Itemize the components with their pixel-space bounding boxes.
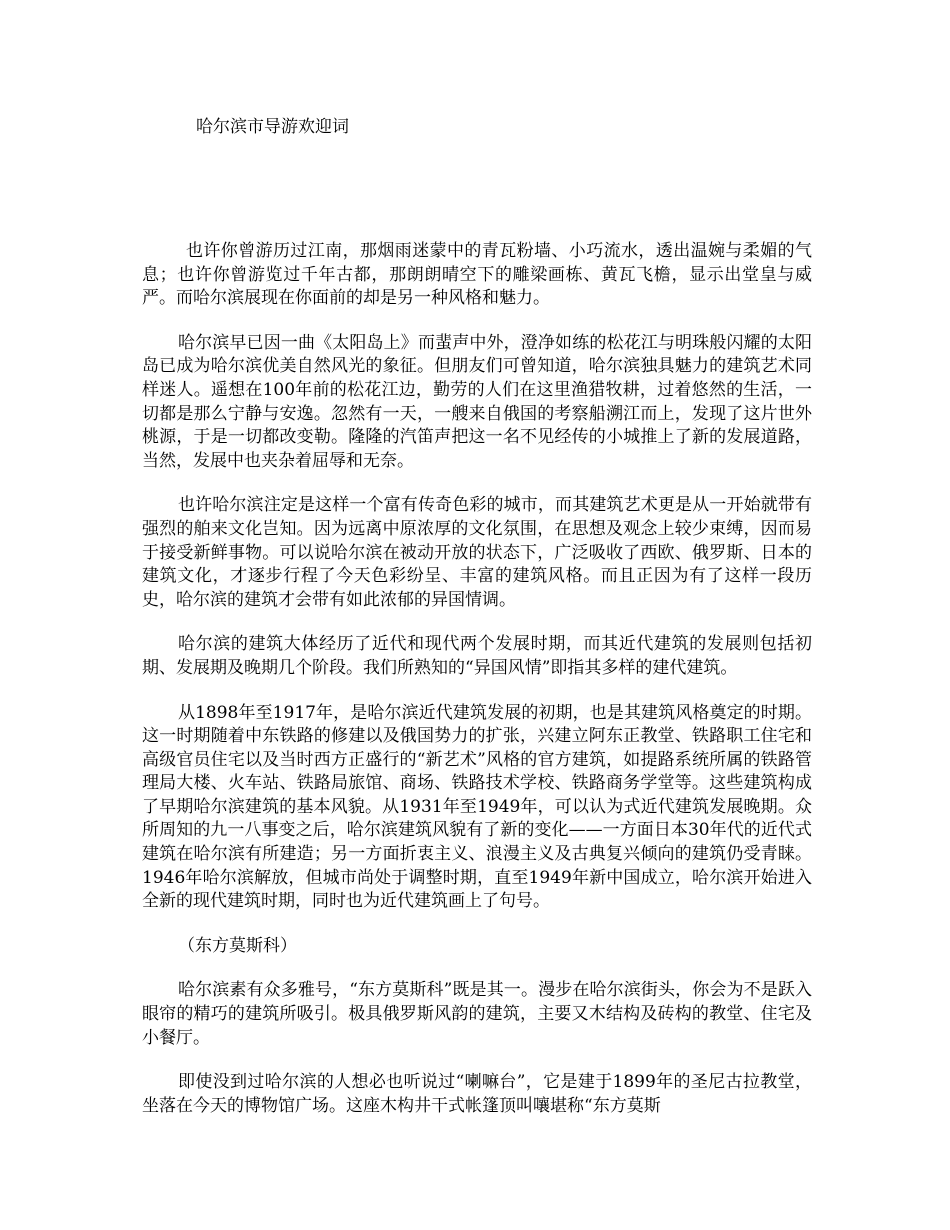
document-title: 哈尔滨市导游欢迎词 (196, 117, 349, 137)
document-body (142, 240, 812, 1139)
paragraph: 也许哈尔滨注定是这样一个富有传奇色彩的城市，而其建筑艺术更是从一开始就带有强烈的舶来文化岂知。因为远离中原浓厚的文化氛围，在思想及观念上较少束缚，因而易于接受新鲜事物。可以说哈尔滨在被动开放的状态下，广泛吸收了西欧、俄罗斯、日本的建筑文化，才逐步行程了今天色彩纷呈、丰富的建筑风格。而且正因为有了这样一段历史，哈尔滨的建筑才会带有如此浓郁的异国情调。 (142, 495, 812, 610)
paragraph: 即使没到过哈尔滨的人想必也听说过“喇嘛台”，它是建于1899年的圣尼古拉教堂，坐落在今天的博物馆广场。这座木构井干式帐篷顶叫嚷堪称“东方莫斯 (142, 1072, 812, 1116)
paragraph: 哈尔滨素有众多雅号，“东方莫斯科”既是其一。漫步在哈尔滨街头，你会为不是跃入眼帘的精巧的建筑所吸引。极具俄罗斯风韵的建筑，主要又木结构及砖构的教堂、住宅及小餐厅。 (142, 980, 812, 1048)
paragraph: 从1898年至1917年，是哈尔滨近代建筑发展的初期，也是其建筑风格奠定的时期。这一时期随着中东铁路的修建以及俄国势力的扩张，兴建立阿东正教堂、铁路职工住宅和高级官员住宅以及当时西方正盛行的“新艺术”风格的官方建筑，如提路系统所属的铁路管理局大楼、火车站、铁路局旅馆、商场、铁路技术学校、铁路商务学堂等。这些建筑构成了早期哈尔滨建筑的基本风貌。从1931年至1949年，可以认为式近代建筑发展晚期。众所周知的九一八事变之后，哈尔滨建筑风貌有了新的变化——一方面日本30年代的近代式建筑在哈尔滨有所建造；另一方面折衷主义、浪漫主义及古典复兴倾向的建筑仍受青睐。1946年哈尔滨解放，但城市尚处于调整时期，直至1949年新中国成立，哈尔滨开始进入全新的现代建筑时期，同时也为近代建筑画上了句号。 (142, 702, 812, 912)
paragraph: 哈尔滨早已因一曲《太阳岛上》而蜚声中外，澄净如练的松花江与明珠般闪耀的太阳岛已成为哈尔滨优美自然风光的象征。但朋友们可曾知道，哈尔滨独具魅力的建筑艺术同样迷人。遥想在100年前的松花江边，勤劳的人们在这里渔猎牧耕，过着悠然的生活，一切都是那么宁静与安逸。忽然有一天，一艘来自俄国的考察船溯江而上，发现了这片世外桃源，于是一切都改变勒。隆隆的汽笛声把这一名不见经传的小城推上了新的发展道路，当然，发展中也夹杂着屈辱和无奈。 (142, 332, 812, 471)
section-heading: （东方莫斯科） (178, 935, 297, 956)
paragraph: 也许你曾游历过江南，那烟雨迷蒙中的青瓦粉墙、小巧流水，透出温婉与柔媚的气息；也许你曾游览过千年古都，那朗朗晴空下的雕梁画栋、黄瓦飞檐，显示出堂皇与威严。而哈尔滨展现在你面前的却是另一种风格和魅力。 (142, 241, 812, 309)
paragraph: 哈尔滨的建筑大体经历了近代和现代两个发展时期，而其近代建筑的发展则包括初期、发展期及晚期几个阶段。我们所熟知的“异国风情”即指其多样的建代建筑。 (142, 634, 812, 678)
